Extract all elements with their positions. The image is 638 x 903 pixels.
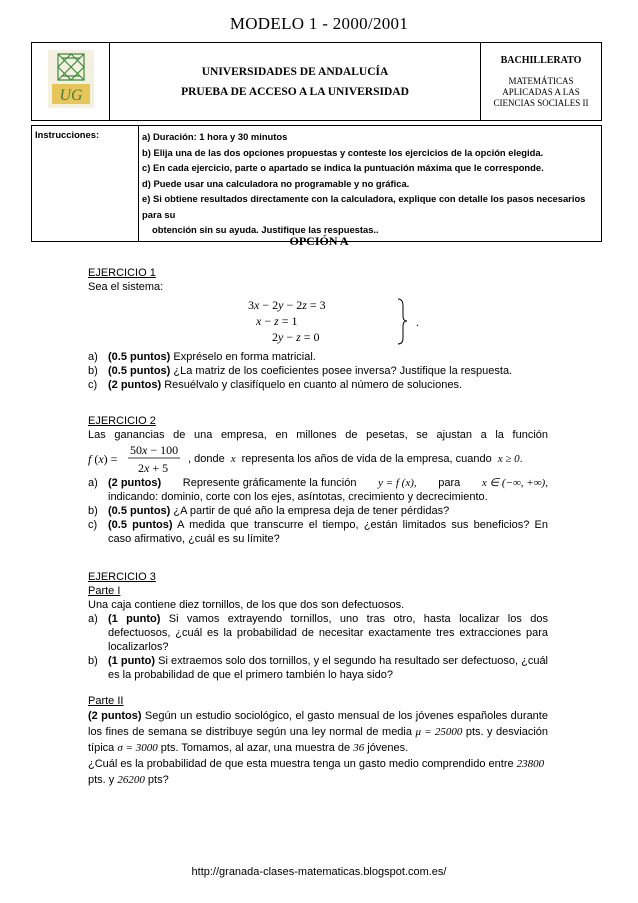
instruction-item: b) Elija una de las dos opciones propuestas y conteste los ejercicios de la opción elegida. xyxy=(142,146,544,158)
level-cell xyxy=(481,43,602,121)
exercise-2-intro: Las ganancias de una empresa, en millones de pesetas, se ajustan a la función xyxy=(88,429,548,441)
level-label: BACHILLERATO xyxy=(500,54,582,66)
svg-text:50x − 100: 50x − 100 xyxy=(130,443,179,457)
instruction-item: e) Si obtiene resultados directamente con la calculadora, explique con detalle los pasos necesarios para su xyxy=(142,193,586,220)
instruction-item: d) Puede usar una calculadora no programable y no gráfica. xyxy=(142,177,410,189)
exercise-2-a: a) (2 puntos) Represente gráficamente la función y = f (x), para x ∈ (−∞, +∞), indicando: dominio, corte con los ejes, asíntotas, crecimiento y decrecimiento. xyxy=(88,477,548,503)
document-title: MODELO 1 - 2000/2001 xyxy=(229,14,409,33)
instruction-item: c) En cada ejercicio, parte o apartado se indica la puntuación máxima que le corresponde. xyxy=(142,162,544,173)
svg-text:.: . xyxy=(416,315,419,329)
part-1-title: Parte I xyxy=(88,585,121,597)
svg-text:UG: UG xyxy=(58,87,83,104)
instructions-list xyxy=(139,126,602,242)
exercise-1-intro: Sea el sistema: xyxy=(88,281,164,293)
exercise-3 xyxy=(88,570,548,788)
header-table xyxy=(31,42,602,121)
subject-line-1: MATEMÁTICAS xyxy=(508,75,574,86)
exam-name: PRUEBA DE ACCESO A LA UNIVERSIDAD xyxy=(181,85,409,98)
svg-text:3x − 2y − 2z = 3: 3x − 2y − 2z = 3 xyxy=(248,298,326,312)
exercise-1-b: b) (0.5 puntos) ¿La matriz de los coeficientes posee inversa? Justifique la respuesta. xyxy=(88,365,513,377)
exercise-1 xyxy=(88,266,548,392)
part-2-title: Parte II xyxy=(88,695,124,707)
exercise-3-a: a) (1 punto) Si vamos extrayendo tornillos, uno tras otro, hasta localizar los dos defectuosos, ¿cuál es la probabilidad de necesitar exactamente tres extracciones para localizarlos? xyxy=(88,613,548,653)
equation-system xyxy=(248,296,548,346)
svg-text:2y − z = 0: 2y − z = 0 xyxy=(272,330,320,344)
subject-line-2: APLICADAS A LAS xyxy=(502,86,580,97)
university-cell xyxy=(110,43,481,121)
subject-line-3: CIENCIAS SOCIALES II xyxy=(493,97,589,108)
instruction-item: a) Duración: 1 hora y 30 minutos xyxy=(142,131,288,142)
part-2-question: ¿Cuál es la probabilidad de que esta muestra tenga un gasto medio comprendido entre 23800 pts. y 26200 pts? xyxy=(88,758,545,786)
logo-cell xyxy=(32,43,110,121)
footer-url: http://granada-clases-matematicas.blogspot.com.es/ xyxy=(191,866,447,878)
exercise-3-title: EJERCICIO 3 xyxy=(88,571,156,583)
exercise-2 xyxy=(88,414,548,546)
part-2-text: (2 puntos) Según un estudio sociológico, el gasto mensual de los jóvenes españoles durante los fines de semana se distribuye según una ley normal de media μ = 25000 pts. y desviación típica σ = 3000 pts. Tomamos, al azar, una muestra de 36 jóvenes. xyxy=(88,710,549,754)
svg-text:x − z = 1: x − z = 1 xyxy=(256,314,298,328)
exercise-2-c: c) (0.5 puntos) A medida que transcurre el tiempo, ¿están limitados sus beneficios? En caso afirmativo, ¿cuál es su límite? xyxy=(88,519,548,545)
exercise-2-title: EJERCICIO 2 xyxy=(88,415,156,427)
exercise-2-b: b) (0.5 puntos) ¿A partir de qué año la empresa deja de tener pérdidas? xyxy=(88,505,450,517)
svg-text:2x + 5: 2x + 5 xyxy=(138,461,169,475)
svg-text:f (x) =: f (x) = xyxy=(88,452,118,466)
instructions-label: Instrucciones: xyxy=(32,126,139,242)
donde-text-2: representa los años de vida de la empresa, cuando xyxy=(241,453,492,465)
exercise-1-a: a) (0.5 puntos) Expréselo en forma matricial. xyxy=(88,351,316,363)
function-definition: f (x) = 50x − 100 2x + 5 , donde x representa los años de vida de la empresa, cuando x ≥ 0 . xyxy=(88,443,523,475)
instructions-table xyxy=(31,125,602,242)
exercise-3-b: b) (1 punto) Si extraemos solo dos tornillos, y el segundo ha resultado ser defectuoso, ¿cuál es la probabilidad de que el primero también lo haya sido? xyxy=(88,655,549,681)
option-heading: OPCIÓN A xyxy=(289,234,349,248)
donde-text: , donde xyxy=(188,453,225,465)
equation-system-graphic xyxy=(248,296,428,348)
part-1-text: Una caja contiene diez tornillos, de los que dos son defectuosos. xyxy=(88,599,405,611)
instruction-item: obtención sin su ayuda. Justifique las respuestas.. xyxy=(152,224,379,235)
exercise-1-c: c) (2 puntos) Resuélvalo y clasifíquelo en cuanto al número de soluciones. xyxy=(88,379,463,391)
exercise-1-title: EJERCICIO 1 xyxy=(88,267,156,279)
function-formula xyxy=(88,442,188,476)
university-logo xyxy=(48,50,94,108)
university-name: UNIVERSIDADES DE ANDALUCÍA xyxy=(201,65,389,78)
